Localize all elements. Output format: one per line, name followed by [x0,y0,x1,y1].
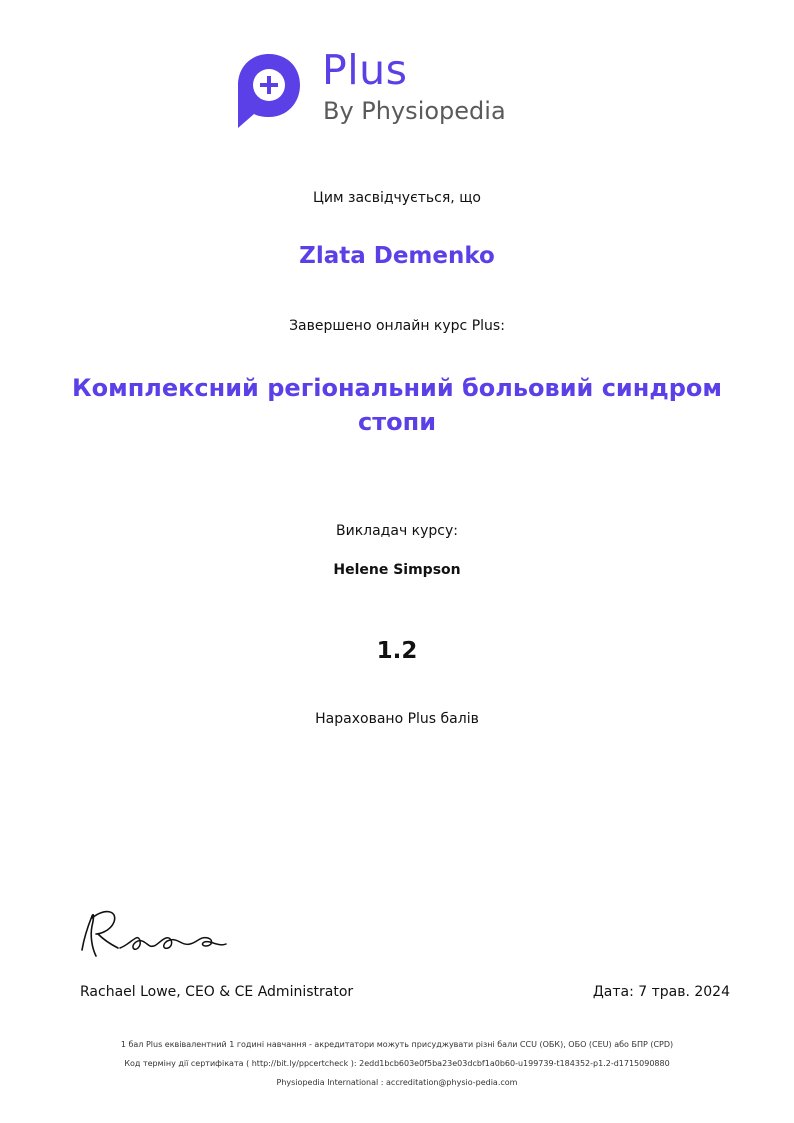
plus-speech-bubble-icon [236,52,302,130]
points-value: 1.2 [376,638,418,664]
footer-contact: Physiopedia International : accreditation@physio-pedia.com [276,1078,518,1087]
footer-verification-code: Код терміну дії сертифіката ( http://bit.ly/ppcertcheck ): 2edd1bcb603e0f5ba23e03dcbf1a0b60-u199739-t184352-p1.2-d1715090880 [124,1059,670,1068]
issue-date: Дата: 7 трав. 2024 [592,984,730,1000]
completed-label: Завершено онлайн курс Plus: [289,318,505,334]
logo-title: Plus [322,46,408,94]
certificate-intro: Цим засвідчується, що [313,190,481,206]
instructor-name: Helene Simpson [333,562,461,578]
points-label: Нараховано Plus балів [315,711,479,727]
footer-note: 1 бал Plus еквівалентний 1 годині навчання - акредитатори можуть присуджувати різні бали CCU (ОБК), OБО (CEU) або БПР (CPD) [120,1040,674,1049]
recipient-name: Zlata Demenko [299,243,495,269]
course-title: Комплексний регіональний больовий синдром стопи [71,374,722,436]
instructor-label: Викладач курсу: [336,523,458,539]
logo [236,46,536,132]
signature-image [74,904,234,966]
signer-name: Rachael Lowe, CEO & CE Administrator [80,984,354,1000]
logo-subtitle: By Physiopedia [323,97,506,125]
